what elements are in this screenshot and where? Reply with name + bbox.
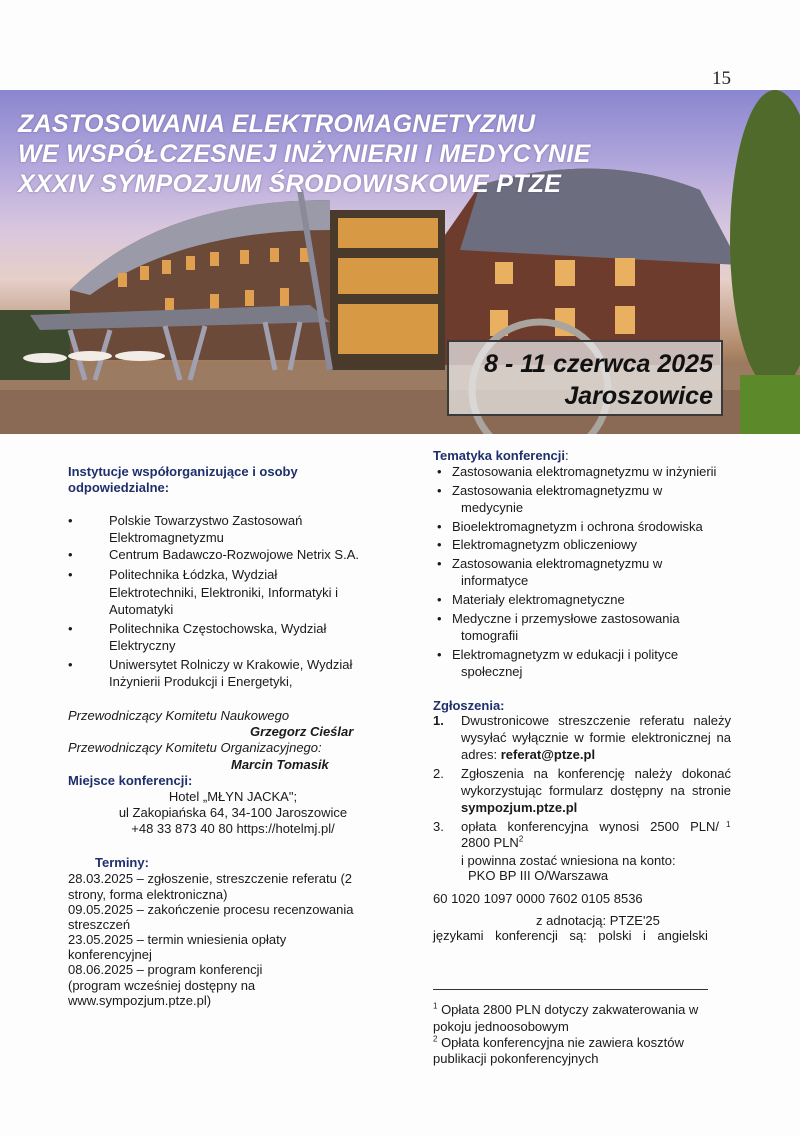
- topic-item-cont: społecznej: [461, 664, 523, 679]
- item-number: 3.: [433, 819, 444, 834]
- submission-1-line-1: Dwustronicowe streszczenie referatu należy: [461, 713, 731, 728]
- submissions-heading: Zgłoszenia:: [433, 698, 505, 713]
- institutions-heading-1: Instytucje współorganizujące i osoby: [68, 464, 298, 479]
- institution-item-cont: Elektryczny: [109, 638, 176, 653]
- submission-2-line-2: wykorzystując formularz dostępny na stronie: [461, 783, 731, 798]
- languages-word: są:: [569, 928, 587, 943]
- deadline-line: (program wcześniej dostępny na: [68, 978, 256, 993]
- footnote-1-cont: pokoju jednoosobowym: [433, 1019, 569, 1034]
- scientific-chair-label: Przewodniczący Komitetu Naukowego: [68, 708, 290, 723]
- footnote-ref-2: 2: [518, 834, 524, 844]
- footnote-2-cont: publikacji pokonferencyjnych: [433, 1051, 599, 1066]
- topic-item-cont: medycynie: [461, 500, 524, 515]
- bullet-icon: •: [68, 567, 73, 582]
- footnote-2: [433, 1035, 684, 1051]
- languages-word: konferencji: [495, 928, 558, 943]
- fee-amount-2: 2800 PLN: [461, 835, 519, 850]
- institutions-heading-2: odpowiedzialne:: [68, 480, 170, 495]
- submission-email-link[interactable]: referat@ptze.pl: [500, 747, 596, 762]
- topics-heading-colon: :: [564, 448, 569, 463]
- topic-item-cont: informatyce: [461, 573, 529, 588]
- scientific-chair-name: Grzegorz Cieślar: [250, 724, 354, 739]
- topic-item: Zastosowania elektromagnetyzmu w inżynierii: [452, 464, 717, 479]
- footnote-mark: 1: [433, 1001, 438, 1011]
- deadlines-heading: Terminy:: [95, 855, 149, 870]
- fee-line-2: [461, 835, 523, 851]
- organizing-chair-label: Przewodniczący Komitetu Organizacyjnego:: [68, 740, 322, 755]
- topics-heading: [433, 448, 569, 464]
- institution-item: Centrum Badawczo-Rozwojowe Netrix S.A.: [109, 547, 359, 562]
- conference-location: Jaroszowice: [564, 382, 713, 410]
- institution-item-cont: Automatyki: [109, 602, 174, 617]
- fee-line-1: opłata konferencyjna wynosi 2500 PLN/: [461, 819, 719, 834]
- address-prefix: adres:: [461, 747, 501, 762]
- date-location-box: [447, 340, 723, 416]
- bullet-icon: •: [68, 513, 73, 528]
- topic-item: Elektromagnetyzm obliczeniowy: [452, 537, 637, 552]
- topic-item: Zastosowania elektromagnetyzmu w: [452, 556, 663, 571]
- footnote-divider: [433, 989, 708, 990]
- deadline-line: www.sympozjum.ptze.pl): [68, 993, 212, 1008]
- institution-item-cont: Elektrotechniki, Elektroniki, Informatyki i: [109, 585, 339, 600]
- topics-heading-text: Tematyka konferencji: [433, 448, 565, 463]
- languages-word: angielski: [657, 928, 708, 943]
- submission-1-line-2: wysyłać wyłącznie w formie elektronicznej na: [461, 730, 731, 745]
- institution-item: Uniwersytet Rolniczy w Krakowie, Wydział: [109, 657, 353, 672]
- bullet-icon: •: [437, 592, 442, 607]
- languages-word: polski: [598, 928, 632, 943]
- topic-item: Elektromagnetyzm w edukacji i polityce: [452, 647, 679, 662]
- topic-item: Medyczne i przemysłowe zastosowania: [452, 611, 680, 626]
- venue-address: ul Zakopiańska 64, 34-100 Jaroszowice: [118, 805, 348, 820]
- submission-1-line-3: [461, 747, 595, 763]
- item-number: 1.: [433, 713, 444, 728]
- bullet-icon: •: [68, 547, 73, 562]
- deadline-line: streszczeń: [68, 917, 131, 932]
- payment-annotation: z adnotacją: PTZE'25: [536, 913, 660, 928]
- item-number: 2.: [433, 766, 444, 781]
- topic-item: Zastosowania elektromagnetyzmu w: [452, 483, 663, 498]
- topic-item: Bioelektromagnetyzm i ochrona środowiska: [452, 519, 703, 534]
- languages-word: językami: [433, 928, 484, 943]
- venue-hotel: Hotel „MŁYN JACKA";: [168, 789, 298, 804]
- languages-line: [433, 928, 708, 944]
- bullet-icon: •: [437, 464, 442, 479]
- symposium-site-link[interactable]: sympozjum.ptze.pl: [461, 800, 578, 815]
- footnote-text: Opłata 2800 PLN dotyczy zakwaterowania w: [437, 1002, 699, 1017]
- deadline-line: 23.05.2025 – termin wniesienia opłaty: [68, 932, 287, 947]
- footnote-mark: 2: [433, 1034, 438, 1044]
- bullet-icon: •: [437, 483, 442, 498]
- venue-heading: Miejsce konferencji:: [68, 773, 193, 788]
- bullet-icon: •: [68, 657, 73, 672]
- institution-item-cont: Elektromagnetyzmu: [109, 530, 224, 545]
- bullet-icon: •: [68, 621, 73, 636]
- topic-item: Materiały elektromagnetyczne: [452, 592, 625, 607]
- banner-title-line-2: WE WSPÓŁCZESNEJ INŻYNIERII I MEDYCYNIE: [18, 140, 591, 168]
- page-number: 15: [712, 68, 731, 89]
- languages-word: i: [642, 928, 646, 943]
- institution-item: Politechnika Częstochowska, Wydział: [109, 621, 327, 636]
- organizing-chair-name: Marcin Tomasik: [231, 757, 329, 772]
- deadline-line: 08.06.2025 – program konferencji: [68, 962, 263, 977]
- account-number: 60 1020 1097 0000 7602 0105 8536: [433, 891, 643, 906]
- topic-item-cont: tomografii: [461, 628, 519, 643]
- footnote-1: [433, 1002, 698, 1018]
- institution-item: Polskie Towarzystwo Zastosowań: [109, 513, 303, 528]
- bullet-icon: •: [437, 647, 442, 662]
- submission-2-line-1: Zgłoszenia na konferencję należy dokonać: [461, 766, 731, 781]
- bullet-icon: •: [437, 537, 442, 552]
- banner-title-line-1: ZASTOSOWANIA ELEKTROMAGNETYZMU: [18, 110, 536, 138]
- banner-title-line-3: XXXIV SYMPOZJUM ŚRODOWISKOWE PTZE: [18, 170, 562, 198]
- deadline-line: 09.05.2025 – zakończenie procesu recenzowania: [68, 902, 354, 917]
- institution-item-cont: Inżynierii Produkcji i Energetyki,: [109, 674, 293, 689]
- deadline-line: konferencyjnej: [68, 947, 152, 962]
- footnote-text: Opłata konferencyjna nie zawiera kosztów: [437, 1035, 684, 1050]
- venue-contact: +48 33 873 40 80 https://hotelmj.pl/: [131, 821, 335, 836]
- bullet-icon: •: [437, 556, 442, 571]
- bank-name: PKO BP III O/Warszawa: [468, 868, 609, 883]
- deadline-line: strony, forma elektroniczna): [68, 887, 228, 902]
- fee-line-3: i powinna zostać wniesiona na konto:: [461, 853, 676, 868]
- conference-dates: 8 - 11 czerwca 2025: [484, 350, 713, 378]
- bullet-icon: •: [437, 519, 442, 534]
- bullet-icon: •: [437, 611, 442, 626]
- deadline-line: 28.03.2025 – zgłoszenie, streszczenie referatu (2: [68, 871, 353, 886]
- institution-item: Politechnika Łódzka, Wydział: [109, 567, 278, 582]
